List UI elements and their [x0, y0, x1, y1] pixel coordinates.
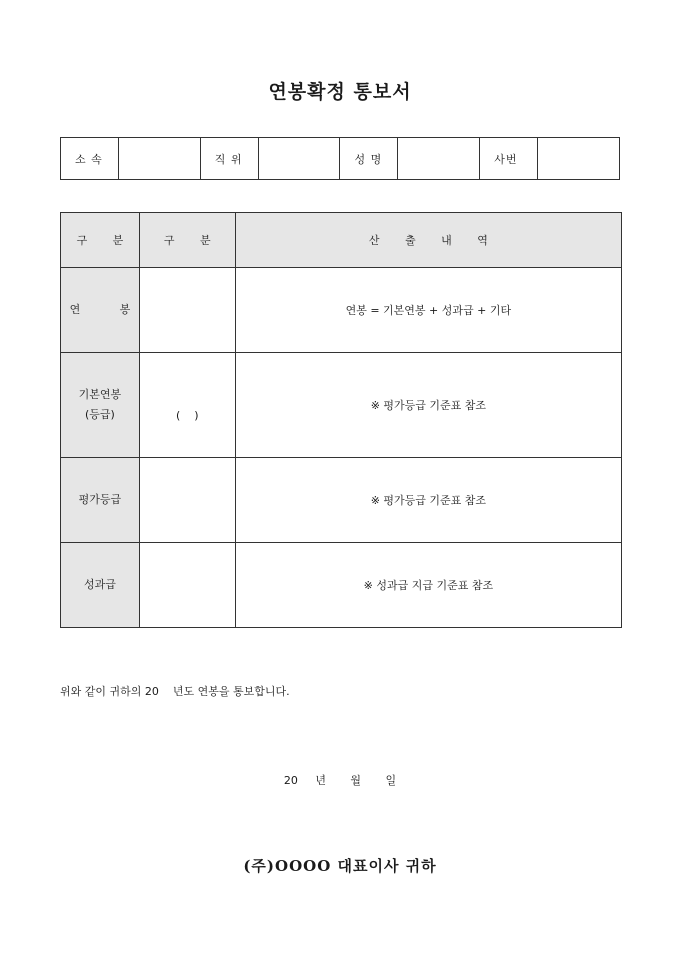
row-label-bonus: 성과급	[61, 543, 140, 628]
employee-number-field[interactable]	[538, 138, 620, 180]
row-label-base-salary	[61, 353, 140, 458]
employee-info-table	[60, 137, 620, 180]
name-label: 성 명	[340, 138, 398, 180]
table-row	[61, 268, 622, 353]
salary-detail-table	[60, 212, 622, 628]
affiliation-field[interactable]	[118, 138, 200, 180]
row-sub-base-salary-grade[interactable]: ( )	[139, 353, 235, 458]
affiliation-label: 소 속	[61, 138, 119, 180]
header-calculation: 산 출 내 역	[235, 213, 621, 268]
notice-date: 20 년 월 일	[283, 774, 397, 787]
row-sub-evaluation-grade[interactable]	[139, 458, 235, 543]
row-detail-evaluation-grade: ※ 평가등급 기준표 참조	[235, 458, 621, 543]
table-row	[61, 458, 622, 543]
position-field[interactable]	[258, 138, 340, 180]
row-detail-base-salary: ※ 평가등급 기준표 참조	[235, 353, 621, 458]
document-title: 연봉확정 통보서	[268, 81, 412, 103]
table-header-row	[61, 213, 622, 268]
row-label-base-salary-line2: (등급)	[85, 408, 115, 421]
employee-number-label: 사번	[480, 138, 538, 180]
notice-sentence: 위와 같이 귀하의 20 년도 연봉을 통보합니다.	[60, 685, 290, 698]
table-row	[61, 543, 622, 628]
row-detail-bonus: ※ 성과급 지급 기준표 참조	[235, 543, 621, 628]
row-sub-bonus[interactable]	[139, 543, 235, 628]
row-sub-annual-salary[interactable]	[139, 268, 235, 353]
row-label-base-salary-line1: 기본연봉	[78, 388, 122, 401]
row-label-annual-salary: 연 봉	[61, 268, 140, 353]
row-detail-annual-salary: 연봉 = 기본연봉 + 성과급 + 기타	[235, 268, 621, 353]
header-subcategory: 구 분	[139, 213, 235, 268]
row-label-evaluation-grade: 평가등급	[61, 458, 140, 543]
name-field[interactable]	[398, 138, 480, 180]
signer-line: (주)OOOO 대표이사 귀하	[243, 857, 437, 875]
header-category: 구 분	[61, 213, 140, 268]
position-label: 직 위	[200, 138, 258, 180]
table-row	[61, 353, 622, 458]
